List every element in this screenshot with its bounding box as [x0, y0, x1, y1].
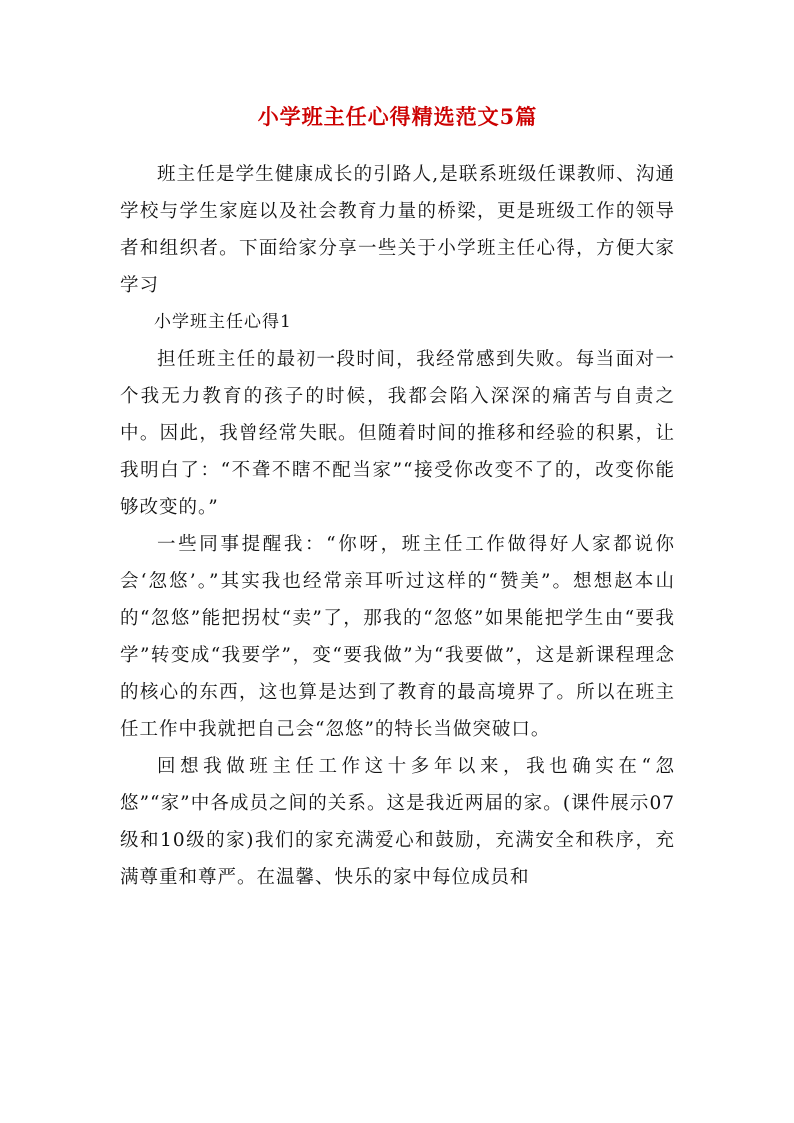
body-paragraph: 担任班主任的最初一段时间，我经常感到失败。每当面对一个我无力教育的孩子的时候，我都会陷入深深的痛苦与自责之中。因此，我曾经常失眠。但随着时间的推移和经验的积累，让我明白了：“不聋不瞎不配当家”“接受你改变不了的，改变你能够改变的。”: [120, 349, 675, 518]
body-paragraph: 一些同事提醒我：“你呀，班主任工作做得好人家都说你会‘忽悠’。”其实我也经常亲耳听过这样的“赞美”。想想赵本山的“忽悠”能把拐杖“卖”了，那我的“忽悠”如果能把学生由“要我学”转变成“我要学”，变“要我做”为“我要做”，这是新课程理念的核心的东西，这也算是达到了教育的最高境界了。所以在班主任工作中我就把自己会“忽悠”的特长当做突破口。: [120, 534, 675, 740]
document-body: [120, 156, 675, 896]
document-title: 小学班主任心得精选范文5篇: [257, 104, 538, 129]
intro-paragraph: 班主任是学生健康成长的引路人,是联系班级任课教师、沟通学校与学生家庭以及社会教育力量的桥梁，更是班级工作的领导者和组织者。下面给家分享一些关于小学班主任心得，方便大家学习: [120, 164, 675, 296]
body-paragraph: 回想我做班主任工作这十多年以来，我也确实在“忽悠”“家”中各成员之间的关系。这是我近两届的家。(课件展示07级和10级的家)我们的家充满爱心和鼓励，充满安全和秩序，充满尊重和尊严。在温馨、快乐的家中每位成员和: [120, 756, 675, 888]
section-heading: 小学班主任心得1: [154, 312, 292, 332]
